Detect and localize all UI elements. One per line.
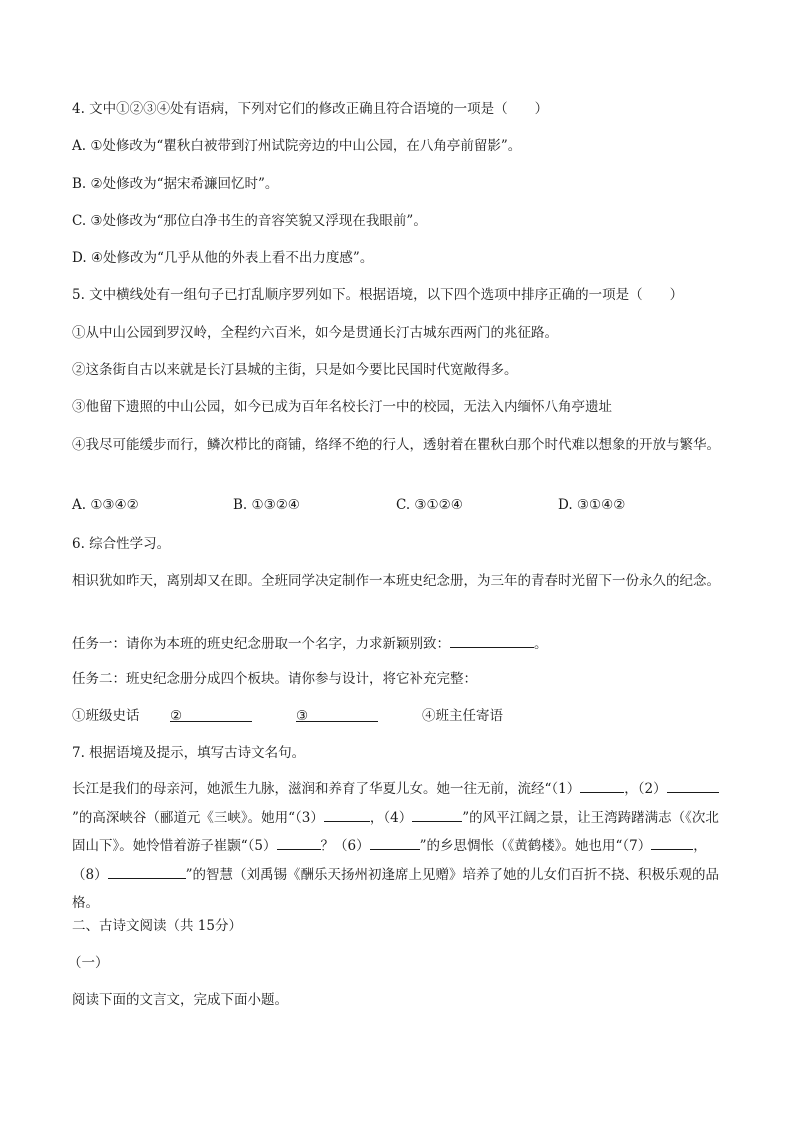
q6-section-1: ①班级史话 (72, 708, 140, 724)
q7-blank-2[interactable] (667, 778, 719, 793)
q6-section-4: ④班主任寄语 (422, 708, 503, 724)
q5-choice-b: B. ①③②④ (233, 497, 300, 513)
q7-blank-8[interactable] (108, 864, 186, 879)
q5-sentence-2: ②这条街自古以来就是长汀县城的主街，只是如今要比民国时代宽敞得多。 (72, 362, 518, 378)
q6-section-3-blank[interactable] (296, 707, 378, 722)
q7-passage: 长江是我们的母亲河，她派生九脉，滋润和养育了华夏儿女。她一往无前，流经“（1） ，（2）”的高深峡谷（郦道元《三峡》。她用“（3） ，（4） ”的风平江阔之景，让王湾踌躇满志（《次北固山下》。她怜惜着游子崔颢“（5） ？（6） ”的乡思惆怅（《黄鹤楼》。她也用“（7） ，（8） ”的智慧（刘禹锡《酬乐天扬州初逢席上见赠》培养了她的儿女们百折不挠、积极乐观的品格。 (72, 775, 722, 918)
q5-sentence-3: ③他留下遗照的中山公园，如今已成为百年名校长汀一中的校园，无法入内缅怀八角亭遗址 (72, 399, 612, 415)
q7-blank-6[interactable] (370, 835, 420, 850)
q5-choice-c: C. ③①②④ (396, 497, 463, 513)
q5-sentence-4: ④我尽可能缓步而行，鳞次栉比的商铺，络绎不绝的行人，透射着在瞿秋白那个时代难以想象的开放与繁华。 (72, 437, 720, 453)
q7-blank-1[interactable] (580, 778, 624, 793)
q7-stem: 7. 根据语境及提示，填写古诗文名句。 (72, 745, 306, 761)
q6-task1 (72, 633, 548, 653)
q7-blank-7[interactable] (651, 835, 693, 850)
q6-task1-text: 任务一：请你为本班的班史纪念册取一个名字，力求新颖别致： (72, 636, 450, 652)
q6-task2: 任务二：班史纪念册分成四个板块。请你参与设计，将它补充完整： (72, 671, 477, 687)
q6-intro: 相识犹如昨天，离别却又在即。全班同学决定制作一本班史纪念册，为三年的青春时光留下一份永久的纪念。 (72, 573, 720, 589)
q5-choices (72, 497, 732, 515)
q6-sections: ①班级史话 ② ③ ④班主任寄语 (72, 708, 503, 724)
section2-title: 二、古诗文阅读（共 15分） (72, 918, 242, 934)
q4-option-c: C. ③处修改为“那位白净书生的音容笑貌又浮现在我眼前”。 (72, 213, 427, 229)
q7-blank-4[interactable] (412, 807, 462, 822)
q5-sentence-1: ①从中山公园到罗汉岭，全程约六百米，如今是贯通长汀古城东西两门的兆征路。 (72, 325, 558, 341)
q6-section-2-blank[interactable] (170, 707, 252, 722)
q6-task1-blank[interactable] (450, 633, 534, 648)
q6-task1-suffix: 。 (534, 636, 548, 652)
q5-choice-d: D. ③①④② (558, 497, 626, 513)
q4-stem: 4. 文中①②③④处有语病，下列对它们的修改正确且符合语境的一项是（ ） (72, 101, 549, 117)
q4-option-b: B. ②处修改为“据宋希濂回忆时”。 (72, 176, 279, 192)
q7-blank-3[interactable] (324, 807, 370, 822)
section2-instruction: 阅读下面的文言文，完成下面小题。 (72, 992, 288, 1008)
q5-choice-a: A. ①③④② (72, 497, 139, 513)
q4-option-a: A. ①处修改为“瞿秋白被带到汀州试院旁边的中山公园，在八角亭前留影”。 (72, 138, 522, 154)
q5-stem: 5. 文中横线处有一组句子已打乱顺序罗列如下。根据语境，以下四个选项中排序正确的一项是（ ） (72, 287, 684, 303)
section2-subtitle: （一） (68, 955, 109, 971)
q4-option-d: D. ④处修改为“几乎从他的外表上看不出力度感”。 (72, 250, 374, 266)
q6-stem: 6. 综合性学习。 (72, 536, 171, 552)
q7-blank-5[interactable] (277, 835, 321, 850)
